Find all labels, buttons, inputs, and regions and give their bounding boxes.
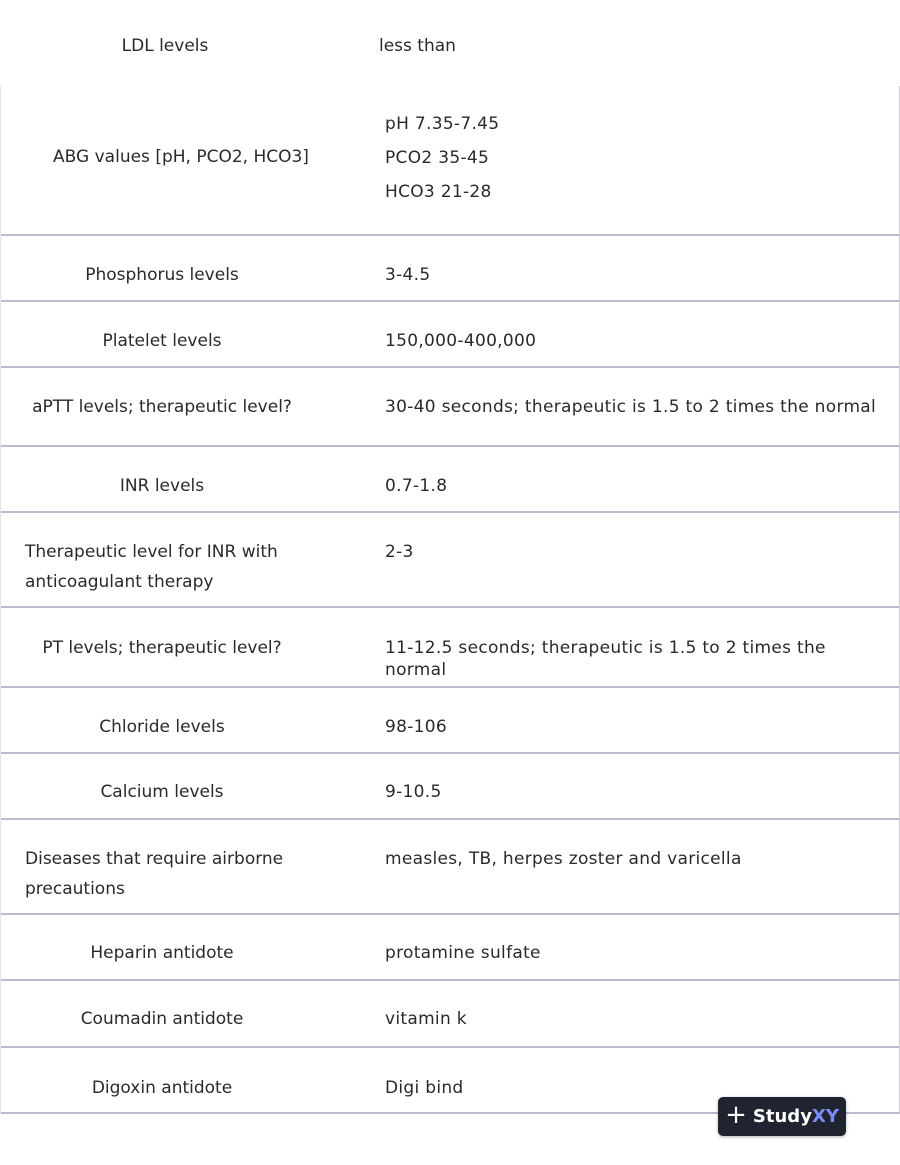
- term-cell: Chloride levels: [99, 717, 225, 737]
- definition-cell: 98-106: [385, 717, 448, 737]
- definition-cell: [385, 107, 891, 209]
- term-cell: Calcium levels: [100, 782, 224, 802]
- definition-cell: 3-4.5: [385, 265, 431, 285]
- definition-line: HCO3 21-28: [385, 182, 492, 202]
- table-row: [1, 86, 899, 236]
- definition-cell: 150,000-400,000: [385, 331, 537, 351]
- definition-cell: 0.7-1.8: [385, 476, 448, 496]
- table-row: [1, 368, 899, 447]
- table-row: [1, 688, 899, 754]
- term-cell: PT levels; therapeutic level?: [42, 638, 282, 658]
- term-cell: aPTT levels; therapeutic level?: [32, 397, 292, 417]
- table-row: [1, 981, 899, 1048]
- definition-cell: protamine sulfate: [385, 943, 541, 963]
- definition-line: PCO2 35-45: [385, 148, 490, 168]
- studyxy-badge[interactable]: [718, 1097, 846, 1136]
- table-row: [1, 754, 899, 820]
- term-cell: Heparin antidote: [90, 943, 234, 963]
- definition-cell: 30-40 seconds; therapeutic is 1.5 to 2 times the normal: [385, 397, 877, 417]
- definition-cell: measles, TB, herpes zoster and varicella: [385, 849, 742, 869]
- term-cell: Therapeutic level for INR with anticoagulant therapy: [25, 542, 278, 592]
- badge-text: [753, 1106, 839, 1127]
- badge-text-main: Study: [752, 1106, 812, 1127]
- definition-cell: 11-12.5 seconds; therapeutic is 1.5 to 2 times the normal: [385, 638, 826, 680]
- table-row: [1, 513, 899, 608]
- definition-cell: 9-10.5: [385, 782, 442, 802]
- definition-cell: less than: [379, 36, 456, 56]
- table-row: [1, 447, 899, 513]
- term-cell: ABG values [pH, PCO2, HCO3]: [53, 147, 309, 167]
- badge-text-accent: XY: [811, 1106, 839, 1127]
- term-cell: Platelet levels: [102, 331, 222, 351]
- table-row: [1, 302, 899, 368]
- flashcard-table: [0, 86, 900, 1114]
- table-row: [1, 915, 899, 981]
- table-row-ldl: [0, 0, 900, 86]
- definition-cell: vitamin k: [385, 1009, 467, 1029]
- definition-cell: Digi bind: [385, 1078, 464, 1098]
- table-row: [1, 608, 899, 688]
- table-row: [1, 236, 899, 302]
- table-row: [1, 820, 899, 915]
- definition-line: pH 7.35-7.45: [385, 114, 500, 134]
- term-cell: Phosphorus levels: [85, 265, 239, 285]
- term-cell: LDL levels: [121, 36, 209, 56]
- term-cell: Diseases that require airborne precautions: [25, 849, 284, 899]
- term-cell: Coumadin antidote: [80, 1009, 244, 1029]
- plus-icon: +: [725, 1100, 747, 1130]
- term-cell: INR levels: [119, 476, 205, 496]
- term-cell: Digoxin antidote: [91, 1078, 233, 1098]
- definition-cell: 2-3: [385, 542, 414, 562]
